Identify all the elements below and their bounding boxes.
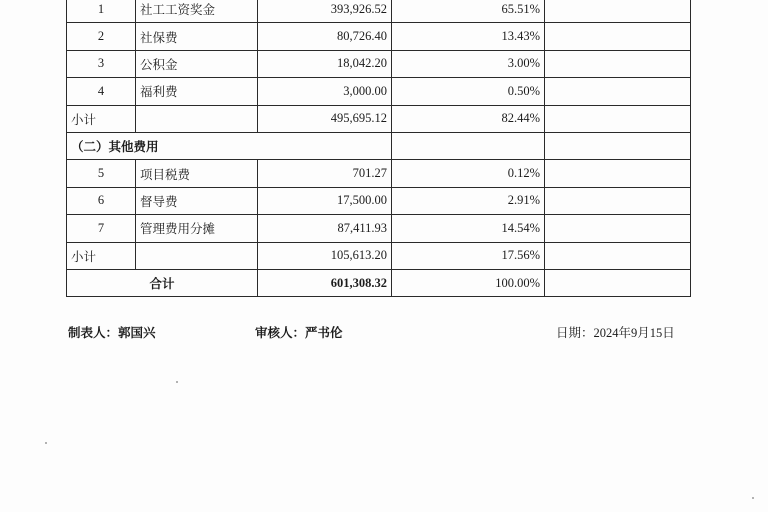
item-percentage: 0.12%	[392, 160, 545, 187]
remark-cell	[545, 215, 691, 242]
preparer-signature: 制表人：郭国兴	[68, 326, 156, 340]
report-date: 日期：2024年9月15日	[556, 326, 675, 340]
item-name: 公积金	[136, 50, 258, 77]
item-percentage: 14.54%	[392, 215, 545, 242]
reviewer-signature: 审核人：严书伦	[255, 326, 343, 340]
remark-cell	[545, 78, 691, 105]
remark-cell	[545, 242, 691, 269]
item-amount: 701.27	[258, 160, 392, 187]
empty-cell	[136, 105, 258, 132]
item-percentage: 2.91%	[392, 187, 545, 214]
item-name: 督导费	[136, 187, 258, 214]
scan-speck	[176, 381, 178, 383]
row-number: 1	[67, 0, 136, 23]
empty-cell	[392, 132, 545, 159]
table-row	[67, 23, 691, 50]
remark-cell	[545, 160, 691, 187]
section-title: （二）其他费用	[67, 132, 392, 159]
remark-cell	[545, 0, 691, 23]
item-name: 福利费	[136, 78, 258, 105]
row-number: 6	[67, 187, 136, 214]
total-row	[67, 269, 691, 296]
table-row	[67, 160, 691, 187]
row-number: 3	[67, 50, 136, 77]
subtotal-row	[67, 105, 691, 132]
total-percentage: 100.00%	[392, 269, 545, 296]
subtotal-amount: 105,613.20	[258, 242, 392, 269]
remark-cell	[545, 132, 691, 159]
item-name: 社工工资奖金	[136, 0, 258, 23]
section-header-row	[67, 132, 691, 159]
subtotal-label: 小计	[67, 242, 136, 269]
subtotal-amount: 495,695.12	[258, 105, 392, 132]
item-amount: 3,000.00	[258, 78, 392, 105]
item-percentage: 65.51%	[392, 0, 545, 23]
item-name: 管理费用分摊	[136, 215, 258, 242]
item-name: 社保费	[136, 23, 258, 50]
scan-speck	[752, 497, 754, 499]
item-percentage: 3.00%	[392, 50, 545, 77]
remark-cell	[545, 187, 691, 214]
row-number: 5	[67, 160, 136, 187]
item-percentage: 13.43%	[392, 23, 545, 50]
remark-cell	[545, 23, 691, 50]
row-number: 2	[67, 23, 136, 50]
total-label: 合计	[67, 269, 258, 296]
remark-cell	[545, 269, 691, 296]
item-amount: 18,042.20	[258, 50, 392, 77]
item-amount: 87,411.93	[258, 215, 392, 242]
row-number: 4	[67, 78, 136, 105]
subtotal-percentage: 82.44%	[392, 105, 545, 132]
item-amount: 393,926.52	[258, 0, 392, 23]
remark-cell	[545, 105, 691, 132]
expense-table	[66, 0, 691, 297]
empty-cell	[136, 242, 258, 269]
table-row	[67, 187, 691, 214]
item-amount: 80,726.40	[258, 23, 392, 50]
item-amount: 17,500.00	[258, 187, 392, 214]
subtotal-label: 小计	[67, 105, 136, 132]
subtotal-percentage: 17.56%	[392, 242, 545, 269]
table-row	[67, 0, 691, 23]
table-row	[67, 78, 691, 105]
scan-speck	[45, 442, 47, 444]
item-name: 项目税费	[136, 160, 258, 187]
total-amount: 601,308.32	[258, 269, 392, 296]
item-percentage: 0.50%	[392, 78, 545, 105]
remark-cell	[545, 50, 691, 77]
table-row	[67, 215, 691, 242]
row-number: 7	[67, 215, 136, 242]
subtotal-row	[67, 242, 691, 269]
table-row	[67, 50, 691, 77]
